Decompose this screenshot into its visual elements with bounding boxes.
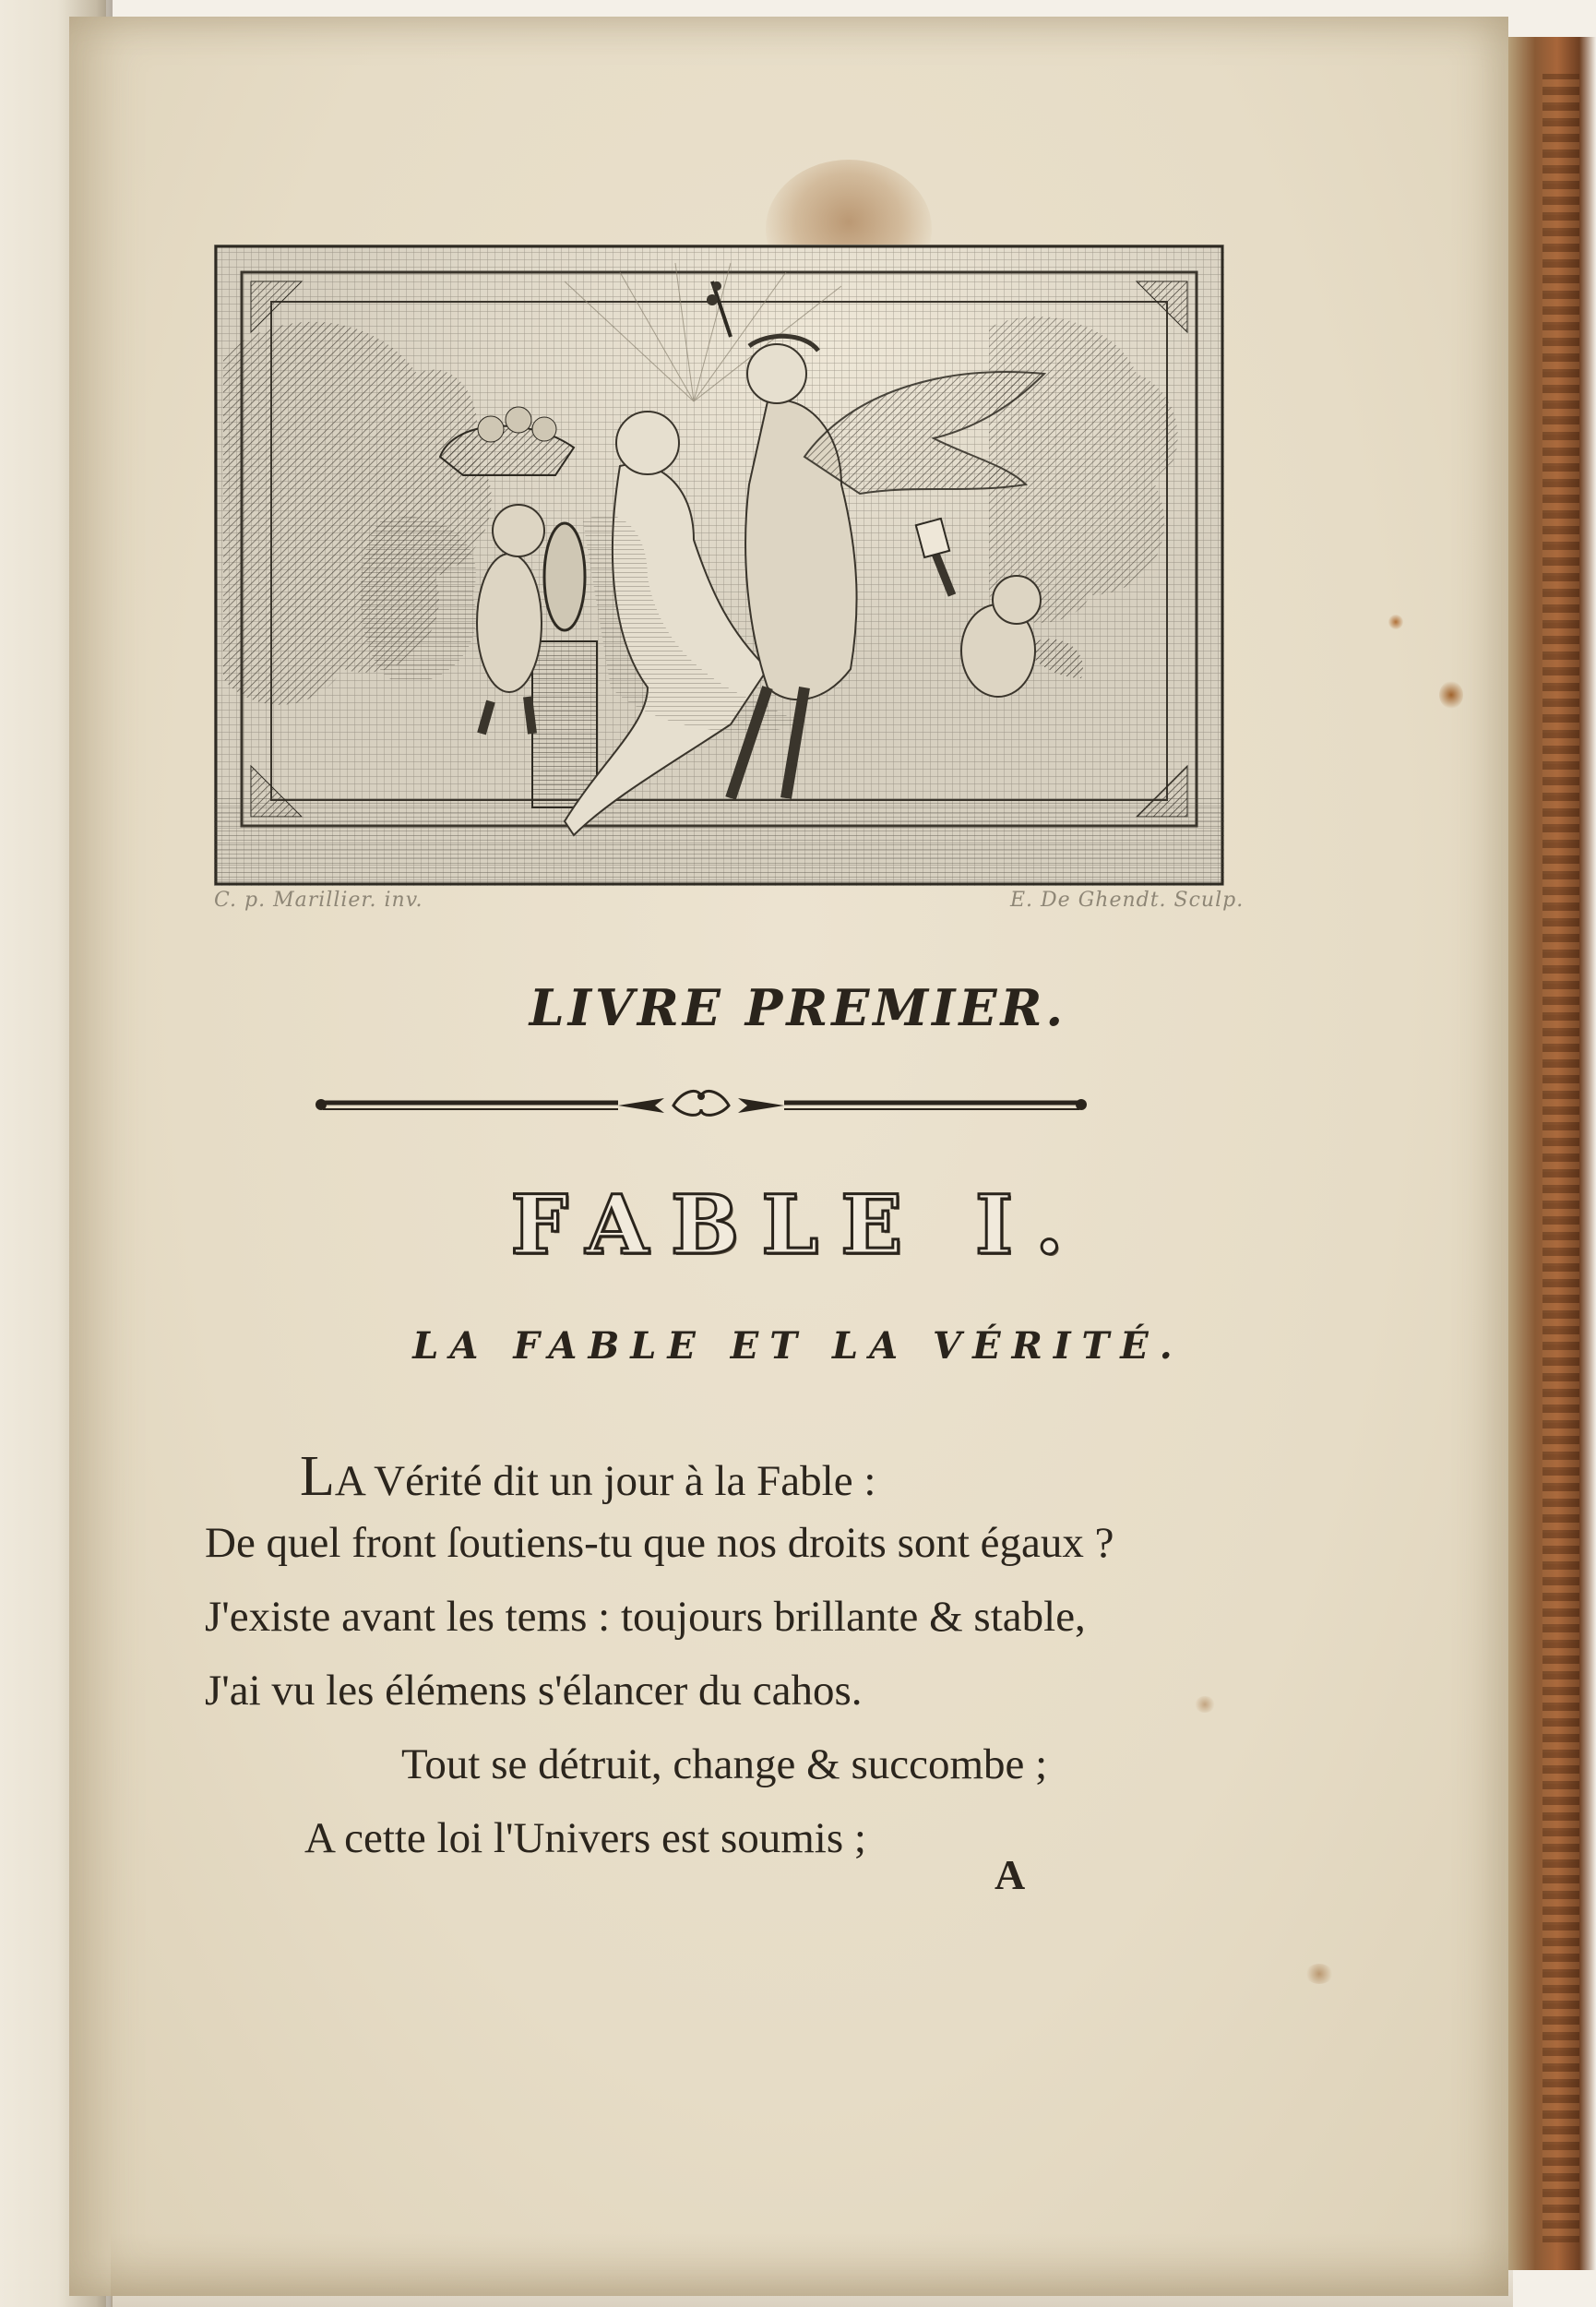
decorative-rule-ornament [314, 1080, 1089, 1126]
drop-cap: L [300, 1445, 335, 1508]
engraving-credit-designer: C. p. Marillier. inv. [214, 889, 423, 912]
foxing-spot [1388, 615, 1403, 629]
verse-line-2: De quel front ſoutiens-tu que nos droits sont égaux ? [205, 1519, 1114, 1567]
foxing-spot [1195, 1696, 1215, 1713]
book-heading: LIVRE PREMIER. [529, 978, 1067, 1037]
foxing-spot [1439, 681, 1463, 709]
verse-line-1-text: A Vérité dit un jour à la Fable : [334, 1457, 876, 1505]
engraving-image [214, 245, 1224, 886]
verse-line-3: J'existe avant les tems : toujours brillante & stable, [205, 1593, 1086, 1641]
verse-line-4: J'ai vu les élémens s'élancer du cahos. [205, 1667, 863, 1715]
verse-line-5: Tout se détruit, change & succombe ; [401, 1740, 1048, 1788]
foxing-spot [1305, 1964, 1333, 1984]
page-bottom-edge [111, 2233, 1513, 2307]
verse-line-6: A cette loi l'Univers est soumis ; [304, 1814, 866, 1862]
cover-texture [1542, 74, 1579, 2242]
fable-title: LA FABLE ET LA VÉRITÉ. [412, 1324, 1184, 1368]
engraving-credit-engraver: E. De Ghendt. Sculp. [1010, 889, 1245, 912]
engraving-vignette [214, 245, 1224, 886]
catchword: A [995, 1851, 1026, 1898]
verse-line-1 [300, 1444, 875, 1510]
fable-number: FABLE I. [510, 1177, 1086, 1273]
